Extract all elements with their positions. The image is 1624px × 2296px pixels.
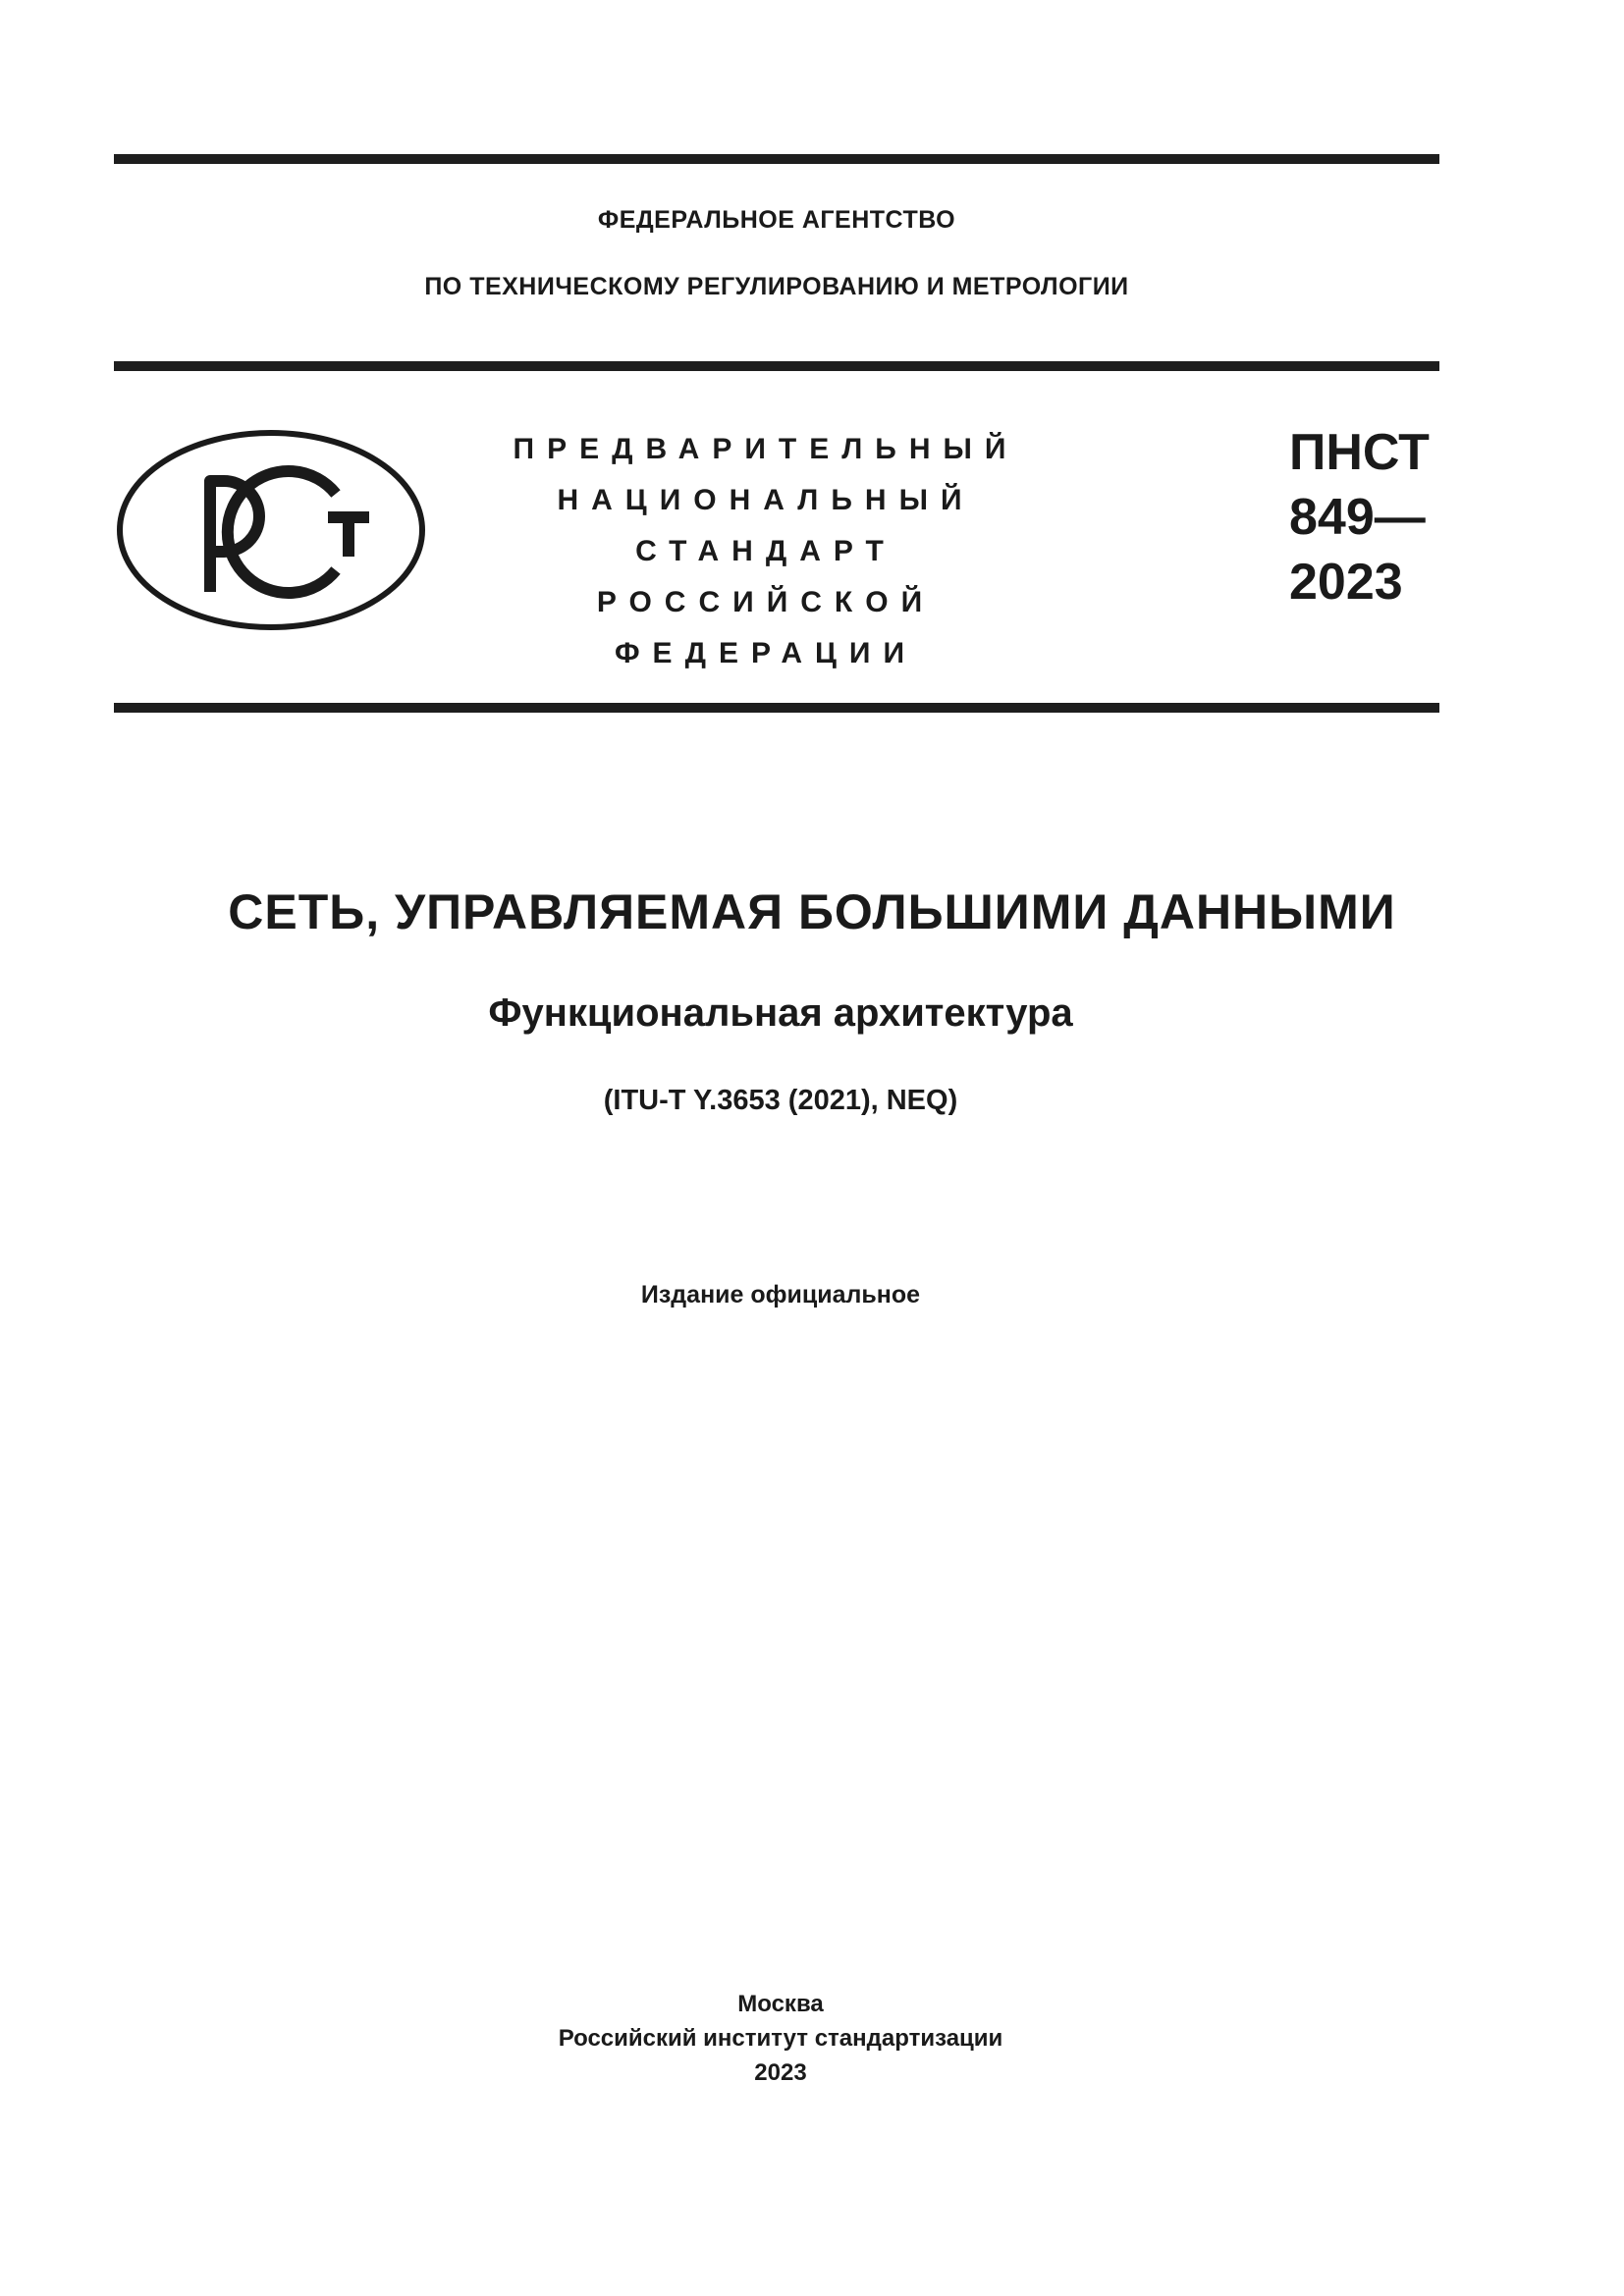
top-rule bbox=[114, 154, 1439, 164]
agency-name-line-1: ФЕДЕРАЛЬНОЕ АГЕНТСТВО bbox=[597, 206, 956, 234]
edition-note: Издание официальное bbox=[640, 1281, 921, 1308]
document-subtitle: Функциональная архитектура bbox=[488, 991, 1073, 1035]
standard-number-value: 849— bbox=[1289, 489, 1426, 546]
international-reference: (ITU-T Y.3653 (2021), NEQ) bbox=[603, 1085, 958, 1116]
standard-number bbox=[1289, 420, 1430, 614]
standard-type-line: НАЦИОНАЛЬНЫЙ bbox=[557, 484, 975, 516]
standard-type-line: ФЕДЕРАЦИИ bbox=[614, 637, 918, 669]
standard-type-line: ПРЕДВАРИТЕЛЬНЫЙ bbox=[513, 433, 1019, 465]
standard-type-line: РОССИЙСКОЙ bbox=[596, 586, 936, 618]
imprint-city: Москва bbox=[737, 1991, 824, 2017]
standard-type-block bbox=[461, 424, 1070, 679]
rst-gost-logo-icon bbox=[114, 427, 428, 633]
imprint bbox=[0, 1987, 1561, 2090]
standard-number-prefix: ПНСТ bbox=[1289, 424, 1430, 481]
middle-rule bbox=[114, 361, 1439, 371]
standard-number-year: 2023 bbox=[1289, 554, 1403, 611]
document-title: СЕТЬ, УПРАВЛЯЕМАЯ БОЛЬШИМИ ДАННЫМИ bbox=[228, 884, 1396, 939]
imprint-year: 2023 bbox=[754, 2059, 807, 2086]
standard-type-line: СТАНДАРТ bbox=[635, 535, 896, 567]
agency-name-line-2: ПО ТЕХНИЧЕСКОМУ РЕГУЛИРОВАНИЮ И МЕТРОЛОГИИ bbox=[424, 273, 1129, 300]
bottom-rule bbox=[114, 703, 1439, 713]
imprint-publisher: Российский институт стандартизации bbox=[558, 2025, 1003, 2052]
